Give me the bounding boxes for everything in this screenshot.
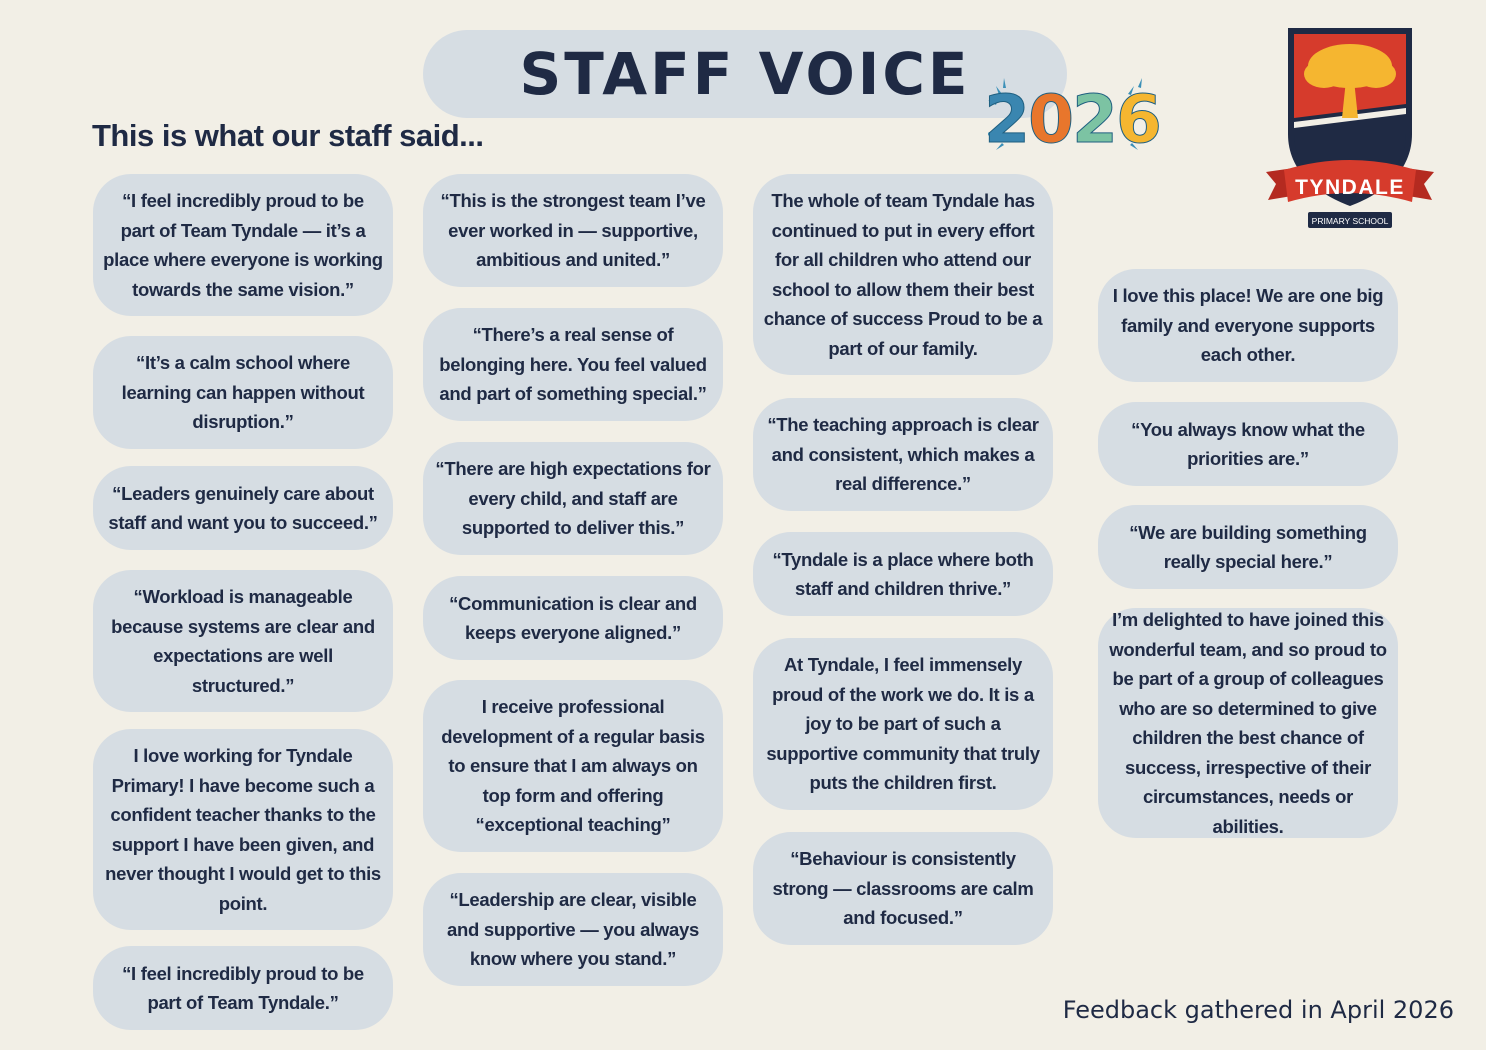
quote-bubble: “Behaviour is consistently strong — classrooms are calm and focused.” <box>753 832 1053 945</box>
quote-bubble: “Leadership are clear, visible and supportive — you always know where you stand.” <box>423 873 723 986</box>
quote-bubble: “Communication is clear and keeps everyone aligned.” <box>423 576 723 660</box>
quote-bubble: “This is the strongest team I’ve ever worked in — supportive, ambitious and united.” <box>423 174 723 287</box>
page-title: STAFF VOICE <box>519 40 971 108</box>
quote-bubble: I receive professional development of a regular basis to ensure that I am always on top form and offering “exceptional teaching” <box>423 680 723 852</box>
quote-bubble: I love working for Tyndale Primary! I have become such a confident teacher thanks to the support I have been given, and never thought I would get to this point. <box>93 729 393 930</box>
quote-bubble: I’m delighted to have joined this wonderful team, and so proud to be part of a group of colleagues who are so determined to give children the best chance of success, irrespective of their circumstances, needs or abilities. <box>1098 608 1398 838</box>
feedback-date-note: Feedback gathered in April 2026 <box>1062 996 1454 1024</box>
quote-bubble: “Leaders genuinely care about staff and want you to succeed.” <box>93 466 393 550</box>
year-graphic <box>984 74 1160 160</box>
page-subtitle: This is what our staff said... <box>92 118 484 153</box>
quote-bubble: “We are building something really special here.” <box>1098 505 1398 589</box>
school-name: TYNDALE <box>1295 176 1405 199</box>
quote-bubble: “It’s a calm school where learning can happen without disruption.” <box>93 336 393 449</box>
quote-bubble: “The teaching approach is clear and consistent, which makes a real difference.” <box>753 398 1053 511</box>
quote-bubble: At Tyndale, I feel immensely proud of the work we do. It is a joy to be part of such a supportive community that truly puts the children first. <box>753 638 1053 810</box>
quote-bubble: “Workload is manageable because systems are clear and expectations are well structured.” <box>93 570 393 712</box>
quote-bubble: “I feel incredibly proud to be part of Team Tyndale.” <box>93 946 393 1030</box>
quote-bubble: The whole of team Tyndale has continued to put in every effort for all children who attend our school to allow them their best chance of success Proud to be a part of our family. <box>753 174 1053 375</box>
quote-bubble: “There’s a real sense of belonging here. You feel valued and part of something special.” <box>423 308 723 421</box>
year-digit-1: 2026 <box>984 81 1160 158</box>
quote-bubble: “Tyndale is a place where both staff and children thrive.” <box>753 532 1053 616</box>
school-crest-logo <box>1262 22 1438 234</box>
quote-bubble: “There are high expectations for every child, and staff are supported to deliver this.” <box>423 442 723 555</box>
quote-bubble: “I feel incredibly proud to be part of Team Tyndale — it’s a place where everyone is working towards the same vision.” <box>93 174 393 316</box>
title-banner <box>423 30 1067 118</box>
quote-bubble: I love this place! We are one big family and everyone supports each other. <box>1098 269 1398 382</box>
school-type: PRIMARY SCHOOL <box>1311 216 1389 226</box>
quote-bubble: “You always know what the priorities are.” <box>1098 402 1398 486</box>
